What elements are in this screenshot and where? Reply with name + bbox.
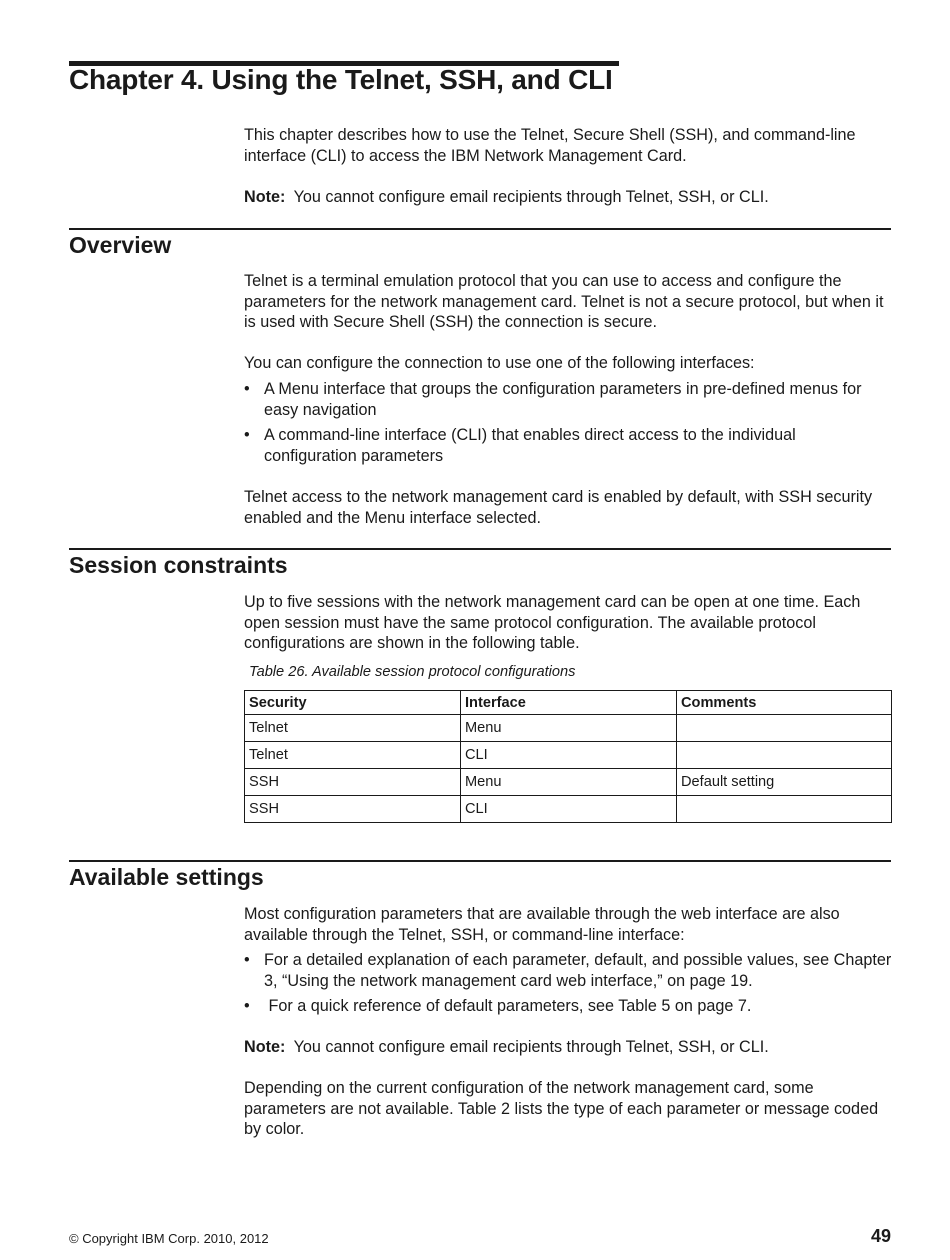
session-para: Up to five sessions with the network management card can be open at one time. Each open session must have the same protocol configuration. The available protocol configurations are shown in the following table. xyxy=(244,593,861,653)
list-item-text: For a detailed explanation of each parameter, default, and possible values, see Chapter 3, “Using the network management card web interface,” on page 19. xyxy=(264,951,892,990)
table-cell: CLI xyxy=(461,742,677,769)
list-item xyxy=(244,379,892,420)
overview-bullet-list xyxy=(244,379,892,471)
table-cell: Menu xyxy=(461,715,677,742)
table-cell: Telnet xyxy=(245,742,461,769)
bullet-glyph: • xyxy=(244,380,250,398)
list-item xyxy=(244,425,892,466)
table-cell: Default setting xyxy=(677,769,892,796)
table-caption: Table 26. Available session protocol configurations xyxy=(249,664,576,680)
settings-note xyxy=(244,1037,892,1058)
table-header-row xyxy=(245,691,892,715)
session-table xyxy=(244,690,892,823)
overview-rule xyxy=(69,228,891,230)
settings-bullet-list xyxy=(244,950,892,1022)
note-text: You cannot configure email recipients through Telnet, SSH, or CLI. xyxy=(293,188,769,206)
session-rule xyxy=(69,548,891,550)
table-cell xyxy=(677,742,892,769)
table-cell xyxy=(677,715,892,742)
bullet-glyph: • xyxy=(244,951,250,969)
note-text: You cannot configure email recipients through Telnet, SSH, or CLI. xyxy=(293,1038,769,1056)
settings-rule xyxy=(69,860,891,862)
overview-para-1: Telnet is a terminal emulation protocol that you can use to access and configure the parameters for the network management card. Telnet is not a secure protocol, but when it is used with Secure Shell (SSH) the connection is secure. xyxy=(244,272,884,332)
table-row xyxy=(245,769,892,796)
list-item xyxy=(244,996,892,1017)
table-cell xyxy=(677,796,892,823)
table-row xyxy=(245,796,892,823)
settings-para-1: Most configuration parameters that are available through the web interface are also available through the Telnet, SSH, or command-line interface: xyxy=(244,905,840,944)
column-header-interface: Interface xyxy=(461,691,677,715)
session-title: Session constraints xyxy=(69,552,288,578)
chapter-intro: This chapter describes how to use the Telnet, Secure Shell (SSH), and command-line interface (CLI) to access the IBM Network Management Card. xyxy=(244,126,856,165)
table-cell: Telnet xyxy=(245,715,461,742)
table-cell: Menu xyxy=(461,769,677,796)
list-item-text: A command-line interface (CLI) that enables direct access to the individual configuration parameters xyxy=(264,426,796,465)
note-label: Note: xyxy=(244,1038,286,1056)
table-cell: SSH xyxy=(245,769,461,796)
list-item-text: A Menu interface that groups the configuration parameters in pre-defined menus for easy navigation xyxy=(264,380,862,419)
overview-para-3: Telnet access to the network management card is enabled by default, with SSH security enabled and the Menu interface selected. xyxy=(244,488,873,527)
list-item-text: For a quick reference of default parameters, see Table 5 on page 7. xyxy=(264,997,752,1016)
column-header-security: Security xyxy=(245,691,461,715)
table-row xyxy=(245,715,892,742)
overview-para-2: You can configure the connection to use one of the following interfaces: xyxy=(244,354,755,372)
list-item xyxy=(244,950,892,991)
column-header-comments: Comments xyxy=(677,691,892,715)
bullet-glyph: • xyxy=(244,426,250,445)
table-row xyxy=(245,742,892,769)
chapter-title: Chapter 4. Using the Telnet, SSH, and CLI xyxy=(69,64,613,95)
settings-title: Available settings xyxy=(69,864,264,890)
footer-copyright: © Copyright IBM Corp. 2010, 2012 xyxy=(69,1231,269,1246)
table-cell: SSH xyxy=(245,796,461,823)
settings-para-2: Depending on the current configuration of the network management card, some parameters are not available. Table 2 lists the type of each parameter or message coded by color. xyxy=(244,1079,879,1139)
note-label: Note: xyxy=(244,188,286,206)
chapter-note xyxy=(244,187,892,208)
bullet-glyph: • xyxy=(244,997,250,1016)
overview-title: Overview xyxy=(69,232,172,258)
table-cell: CLI xyxy=(461,796,677,823)
page-number: 49 xyxy=(870,1226,891,1246)
